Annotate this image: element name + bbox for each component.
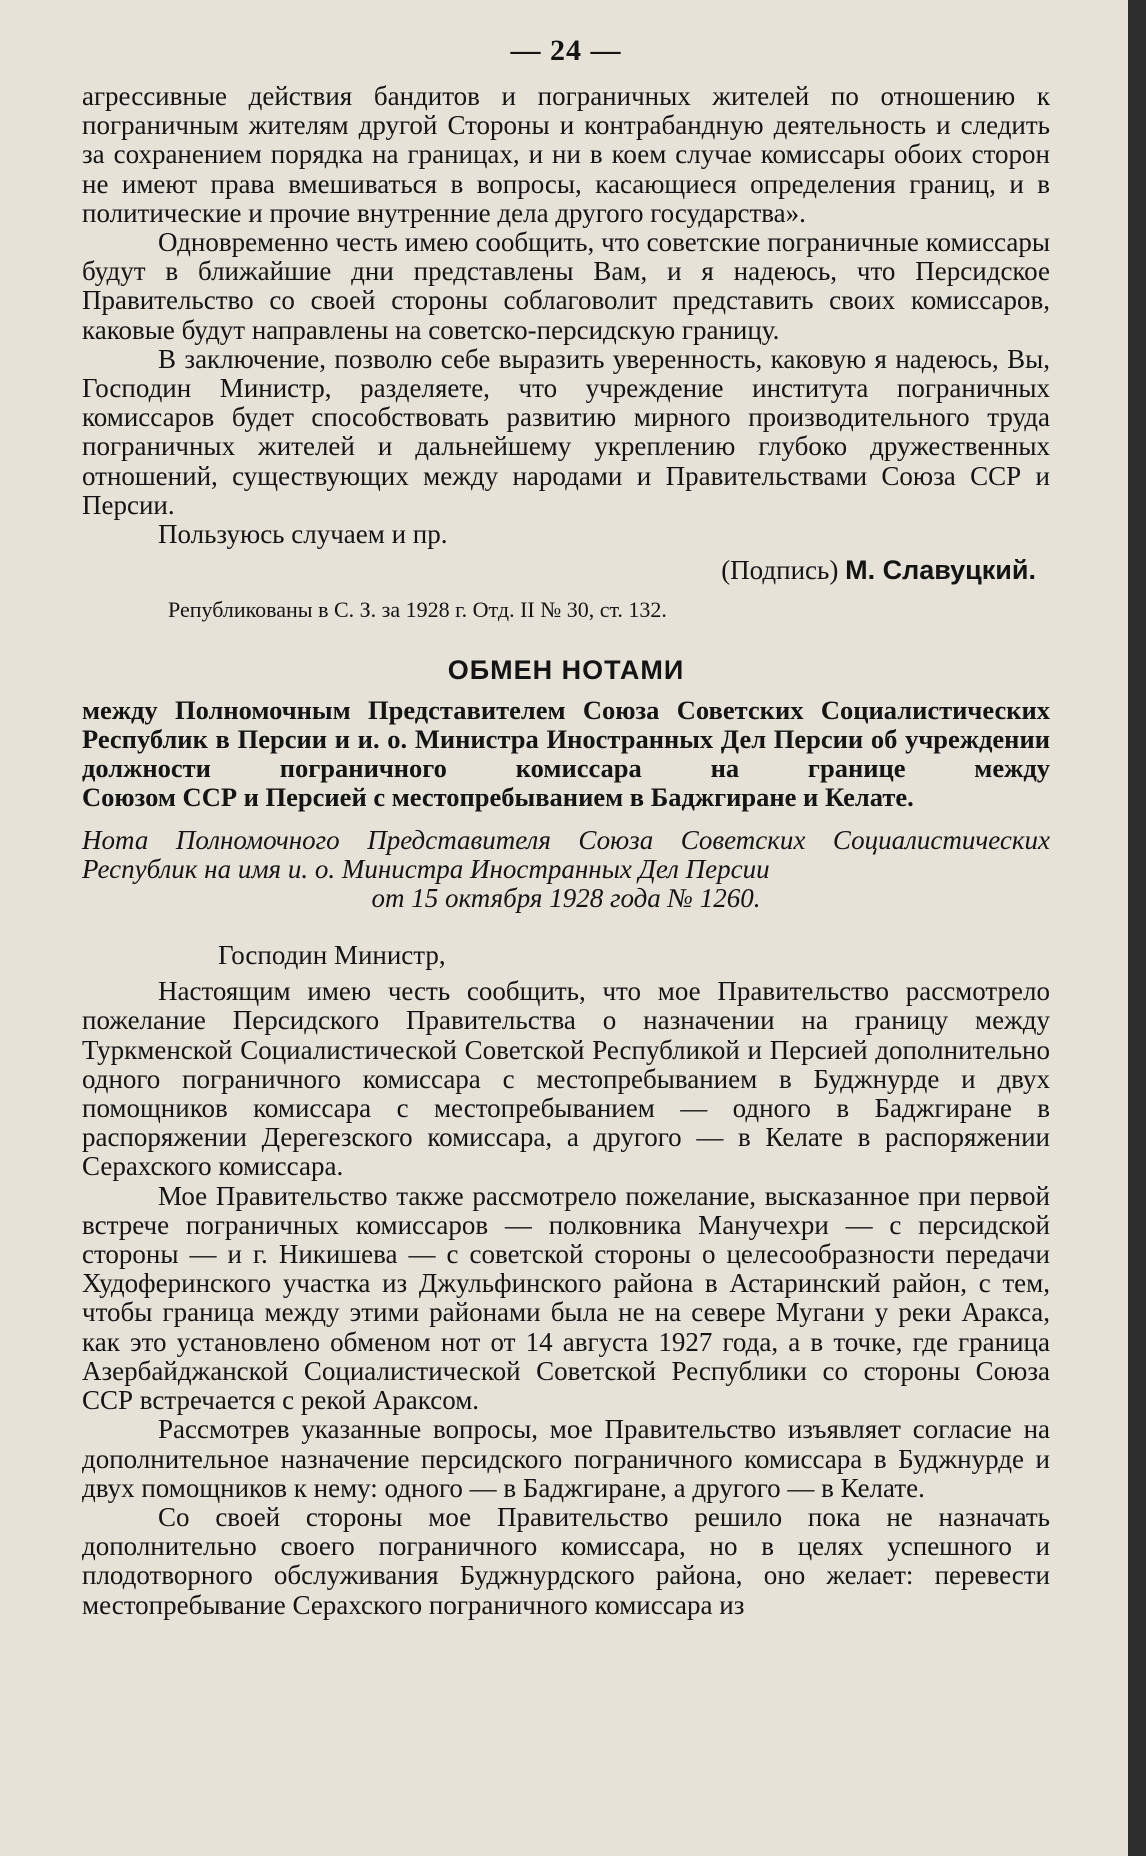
signature-name: М. Славуцкий. <box>845 555 1036 586</box>
paragraph-continuation: агрессивные действия бандитов и пограничных жителей по отношению к пограничным жителям другой Стороны и контрабандную деятельность и следить за сохранением порядка на границах, и ни в коем случае комиссары обоих сторон не имеют права вмешиваться в вопросы, касающиеся определения границ, и в политические и прочие внутренние дела другого государства». <box>82 81 1050 228</box>
salutation: Господин Министр, <box>218 940 446 971</box>
paragraph-consent: Рассмотрев указанные вопросы, мое Правительство изъявляет согласие на дополнительное назначение персидского пограничного комиссара в Буджнурде и двух помощников к нему: одного — в Баджгиране, а другого — в Келате. <box>82 1414 1050 1503</box>
paragraph-khudoferin-section: Мое Правительство также рассмотрело пожелание, высказанное при первой встрече пограничных комиссаров — полковника Манучехри — с персидской стороны — и г. Никишева — с советской стороны о целесообразности передачи Худоферинского участка из Джульфинского района в Астаринский район, с тем, чтобы граница между этими районами была не на севере Мугани у реки Аракса, как это установлено обменом нот от 14 августа 1927 года, а в точке, где граница Азербайджанской Социалистической Советской Республики со стороны Союза ССР встречается с рекой Араксом. <box>82 1180 1050 1416</box>
note-title <box>82 826 1050 913</box>
paragraph-commissars-introduced: Одновременно честь имею сообщить, что советские пограничные комиссары будут в ближайшие дни представлены Вам, и я надеюсь, что Персидское Правительство со своей стороны соблаговолит представить своих комиссаров, каковые будут направлены на советско-персидскую границу. <box>82 227 1050 345</box>
note-title-date: от 15 октября 1928 года № 1260. <box>371 883 761 914</box>
publication-note: Републикованы в С. З. за 1928 г. Отд. II № 30, ст. 132. <box>168 597 667 623</box>
signature-line <box>82 553 1036 587</box>
paragraph-commissar-appointment: Настоящим имею честь сообщить, что мое Правительство рассмотрело пожелание Персидского Правительства о назначении на границу между Туркменской Социалистической Советской Республикой и Персией дополнительно одного пограничного комиссара с местопребыванием в Буджнурде и двух помощников комиссара с местопребыванием — одного в Баджгиране в распоряжении Дерегезского комиссара, а другого — в Келате в распоряжении Серахского комиссара. <box>82 976 1050 1182</box>
paragraph-conclusion: В заключение, позволю себе выразить уверенность, каковую я надеюсь, Вы, Господин Министр, разделяете, что учреждение института пограничных комиссаров будет способствовать развитию мирного производительного труда пограничных жителей и дальнейшему укреплению глубоко дружественных отношений, существующих между народами и Правительствами Союза ССР и Персии. <box>82 343 1050 520</box>
page-number: — 24 — <box>510 34 622 67</box>
subheading-tail: Союзом ССР и Персией с местопребыванием в Баджгиране и Келате. <box>82 782 914 813</box>
section-heading: ОБМЕН НОТАМИ <box>447 655 685 686</box>
paragraph-closing: Пользуюсь случаем и пр. <box>158 519 448 550</box>
subheading-main: между Полномочным Представителем Союза Советских Социалистических Республик в Персии и и. о. Министра Иностранных Дел Персии об учреждении должности пограничного комиссара на границе между <box>82 695 1050 784</box>
paragraph-relocation: Со своей стороны мое Правительство решило пока не назначать дополнительно своего пограничного комиссара, но в целях успешного и плодотворного обслуживания Буджнурдского района, оно желает: перевести местопребывание Серахского пограничного комиссара из <box>82 1501 1050 1620</box>
note-title-main: Нота Полномочного Представителя Союза Советских Социалистических Республик на имя и. о. Министра Иностранных Дел Персии <box>82 825 1050 885</box>
signature-label: (Подпись) <box>721 555 839 586</box>
section-subheading <box>82 696 1050 812</box>
